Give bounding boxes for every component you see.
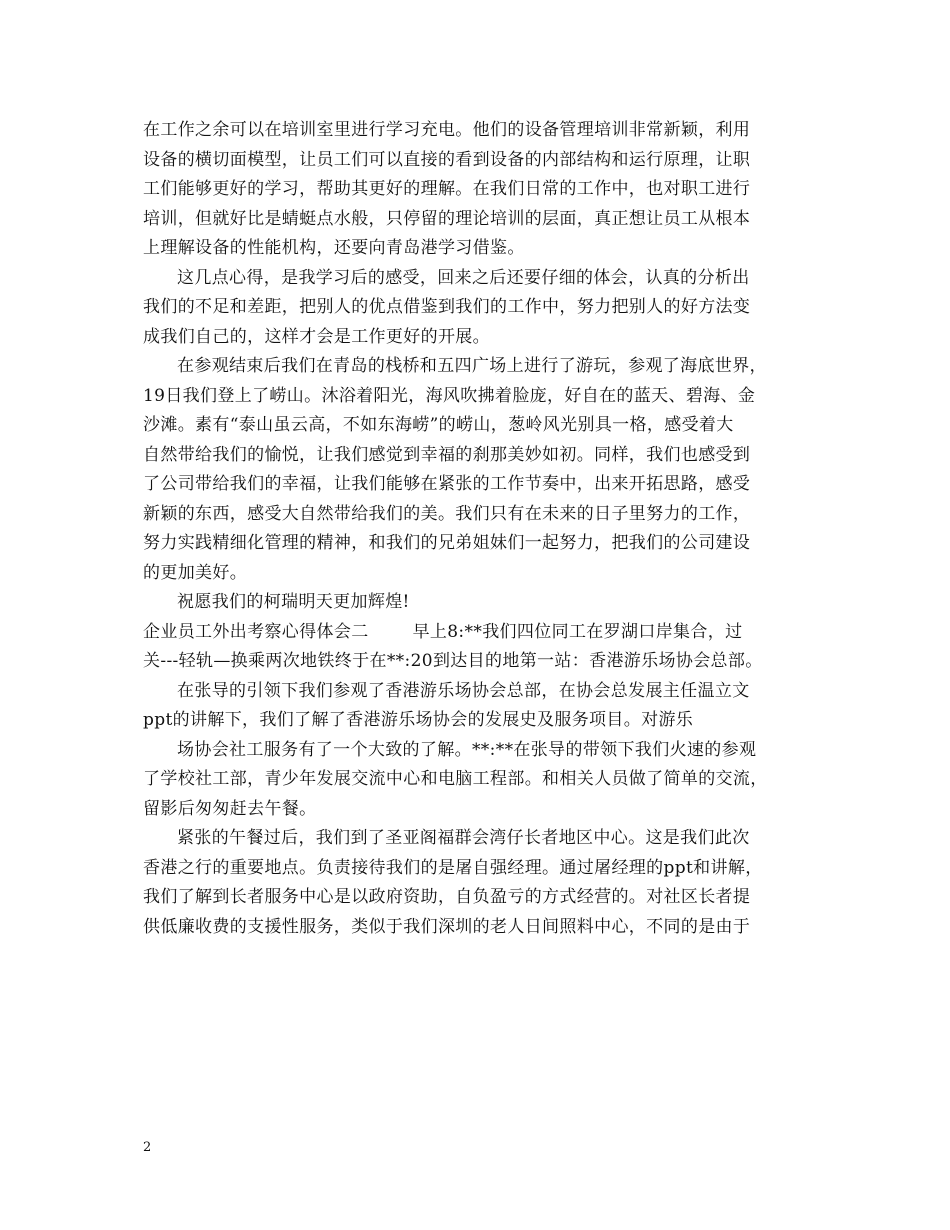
text-line: 新颖的东西，感受大自然带给我们的美。我们只有在未来的日子里努力的工作， (143, 503, 751, 524)
text-line: ppt的讲解下，我们了解了香港游乐场协会的发展史及服务项目。对游乐 (143, 710, 694, 730)
text-line: 成我们自己的，这样才会是工作更好的开展。 (143, 326, 490, 347)
text-line: 上理解设备的性能机构，还要向青岛港学习借鉴。 (143, 238, 525, 258)
page-number: 2 (143, 1140, 152, 1155)
paragraph-start-line: 祝愿我们的柯瑞明天更加辉煌! (177, 592, 410, 612)
paragraph-start-line: 在参观结束后我们在青岛的栈桥和五四广场上进行了游玩，参观了海底世界， (177, 356, 767, 376)
text-line: 自然带给我们的愉悦，让我们感觉到幸福的刹那美妙如初。同样，我们也感受到 (143, 444, 751, 465)
text-line: 19日我们登上了崂山。沐浴着阳光，海风吹拂着脸庞，好自在的蓝天、碧海、金 (143, 385, 756, 406)
document-body (143, 116, 815, 942)
section-title: 企业员工外出考察心得体会二 (143, 621, 369, 642)
paragraph-start-line: 场协会社工服务有了一个大致的了解。**:**在张导的带领下我们火速的参观 (177, 739, 757, 760)
text-line: 的更加美好。 (143, 562, 248, 583)
text-line: 关---轻轨—换乘两次地铁终于在**:20到达目的地第一站：香港游乐场协会总部。 (143, 651, 763, 671)
text-line: 留影后匆匆赶去午餐。 (143, 798, 317, 819)
text-line: 供低廉收费的支援性服务，类似于我们深圳的老人日间照料中心，不同的是由于 (143, 916, 751, 937)
text-line: 沙滩。素有“泰山虽云高，不如东海崂”的崂山，葱岭风光别具一格，感受着大 (143, 415, 734, 435)
text-line: 了公司带给我们的幸福，让我们能够在紧张的工作节奏中，出来开拓思路，感受 (143, 474, 751, 494)
text-line: 了学校社工部，青少年发展交流中心和电脑工程部。和相关人员做了简单的交流， (143, 769, 768, 789)
section-heading-line (143, 618, 815, 648)
text-line: 香港之行的重要地点。负责接待我们的是屠自强经理。通过屠经理的ppt和讲解， (143, 857, 763, 878)
paragraph-start-line: 紧张的午餐过后，我们到了圣亚阁福群会湾仔长者地区中心。这是我们此次 (177, 828, 750, 848)
text-line: 努力实践精细化管理的精神，和我们的兄弟姐妹们一起努力，把我们的公司建设 (143, 533, 751, 553)
text-line: 培训，但就好比是蜻蜓点水般，只停留的理论培训的层面，真正想让员工从根本 (143, 208, 751, 229)
text-line: 工们能够更好的学习，帮助其更好的理解。在我们日常的工作中，也对职工进行 (143, 179, 751, 199)
text-line: 在工作之余可以在培训室里进行学习充电。他们的设备管理培训非常新颖，利用 (143, 120, 751, 140)
text-line: 设备的横切面模型，让员工们可以直接的看到设备的内部结构和运行原理，让职 (143, 149, 751, 170)
text-line: 我们了解到长者服务中心是以政府资助，自负盈亏的方式经营的。对社区长者提 (143, 887, 751, 907)
section-intro-text: 早上8:**我们四位同工在罗湖口岸集合，过 (412, 621, 743, 642)
paragraph-start-line: 这几点心得，是我学习后的感受，回来之后还要仔细的体会，认真的分析出 (177, 267, 750, 288)
text-line: 我们的不足和差距，把别人的优点借鉴到我们的工作中，努力把别人的好方法变 (143, 297, 751, 317)
paragraph-start-line: 在张导的引领下我们参观了香港游乐场协会总部，在协会总发展主任温立文 (177, 680, 750, 701)
